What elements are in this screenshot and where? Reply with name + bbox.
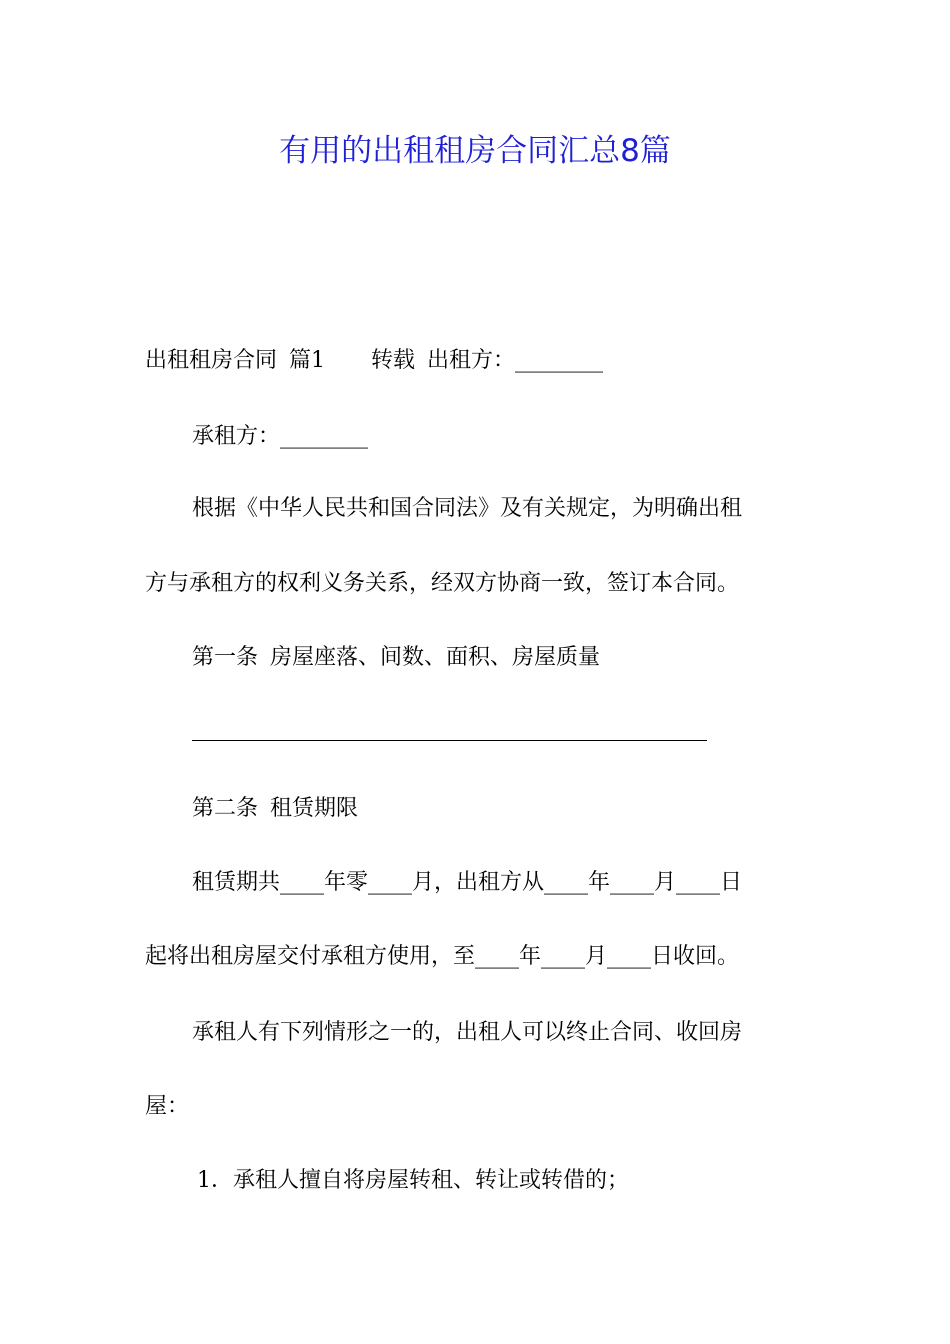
article-1-blank-line (192, 740, 707, 741)
article-2-heading (192, 794, 857, 824)
lessee-field: 承租方：________ (192, 424, 369, 449)
article-1-heading (192, 643, 857, 673)
contract-heading: 出租租房合同 (145, 348, 278, 373)
reprint-label: 转载 (371, 348, 416, 373)
article-2-title: 租赁期限 (270, 796, 359, 821)
termination-line-2: 屋： (145, 1094, 190, 1119)
list-item-1: 1．承租人擅自将房屋转租、转让或转借的； (197, 1168, 629, 1193)
contract-heading-line (145, 346, 810, 376)
article-1-number: 第一条 (192, 645, 259, 670)
lease-term-line-1: 租赁期共____年零____月，出租方从____年____月____日 (192, 870, 743, 895)
article-1-title: 房屋座落、间数、面积、房屋质量 (270, 645, 601, 670)
document-title: 有用的出租租房合同汇总8篇 (279, 133, 671, 169)
contract-part-label: 篇1 (289, 348, 326, 373)
lessor-field: 出租方：________ (427, 348, 604, 373)
termination-line-1: 承租人有下列情形之一的，出租人可以终止合同、收回房 (192, 1020, 743, 1045)
article-2-number: 第二条 (192, 796, 259, 821)
preamble-line-1: 根据《中华人民共和国合同法》及有关规定，为明确出租 (192, 496, 743, 521)
preamble-line-2: 方与承租方的权利义务关系，经双方协商一致，签订本合同。 (145, 571, 740, 596)
lease-term-line-2: 起将出租房屋交付承租方使用，至____年____月____日收回。 (145, 944, 740, 969)
